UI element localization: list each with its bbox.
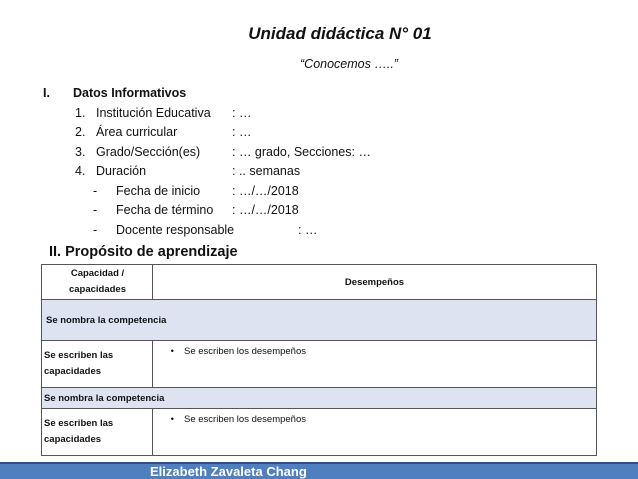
competence-cell: Se nombra la competencia: [42, 388, 597, 409]
competence-row: [42, 388, 597, 409]
header-capacidad: Capacidad / capacidades: [42, 265, 153, 300]
competence-cell: Se nombra la competencia: [42, 300, 597, 341]
performance-text: Se escriben los desempeños: [184, 414, 306, 425]
subitem-label: Fecha de término: [116, 203, 214, 217]
item-value: : .. semanas: [232, 164, 301, 178]
performance-text: Se escriben los desempeños: [184, 346, 306, 357]
performance-cell: [153, 409, 597, 456]
item-number: 3.: [75, 144, 86, 159]
section-heading: [43, 84, 186, 104]
item-label: Área curricular: [96, 125, 178, 139]
table-header-row: [42, 265, 597, 300]
subitem-label: Fecha de inicio: [116, 183, 201, 198]
item-label: Grado/Sección(es): [96, 144, 201, 159]
footer-bar: [0, 462, 638, 479]
info-item: [43, 123, 252, 143]
proposito-table: [41, 264, 597, 456]
document-title: Unidad didáctica N° 01: [248, 24, 432, 43]
section-title: Datos Informativos: [73, 86, 187, 100]
table-row: [42, 341, 597, 388]
capacity-cell: Se escriben las capacidades: [42, 341, 153, 388]
competence-row: [42, 300, 597, 341]
info-item: [43, 162, 301, 182]
bullet-icon: •: [170, 346, 174, 357]
bullet-icon: •: [170, 414, 174, 425]
item-value: : …: [232, 125, 252, 139]
section-number: I.: [43, 86, 50, 100]
item-label: Institución Educativa: [96, 105, 211, 120]
proposito-heading: II. Propósito de aprendizaje: [49, 244, 238, 260]
subitem-value: : …: [298, 222, 318, 237]
subitem-value: : …/…/2018: [232, 183, 299, 198]
performance-cell: [153, 341, 597, 388]
info-item: [43, 104, 252, 124]
capacity-cell: Se escriben las capacidades: [42, 409, 153, 456]
item-value: : …: [232, 105, 252, 120]
item-label: Duración: [96, 164, 147, 178]
footer-author: Elizabeth Zavaleta Chang: [150, 464, 307, 479]
item-value: : … grado, Secciones: …: [232, 144, 371, 159]
info-subitem: [43, 201, 299, 221]
datos-informativos-section: [43, 84, 371, 240]
item-number: 4.: [75, 164, 86, 178]
dash-marker: -: [93, 183, 98, 198]
subitem-value: : …/…/2018: [232, 203, 299, 217]
document-subtitle: “Conocemos …..”: [300, 57, 398, 71]
item-number: 2.: [75, 125, 86, 139]
info-subitem: [43, 182, 299, 202]
table-row: [42, 409, 597, 456]
header-desempenos: Desempeños: [153, 265, 597, 300]
info-item: [43, 143, 371, 163]
dash-marker: -: [93, 222, 98, 237]
item-number: 1.: [75, 105, 86, 120]
subitem-label: Docente responsable: [116, 222, 235, 237]
info-subitem: [43, 221, 318, 241]
dash-marker: -: [93, 203, 98, 217]
